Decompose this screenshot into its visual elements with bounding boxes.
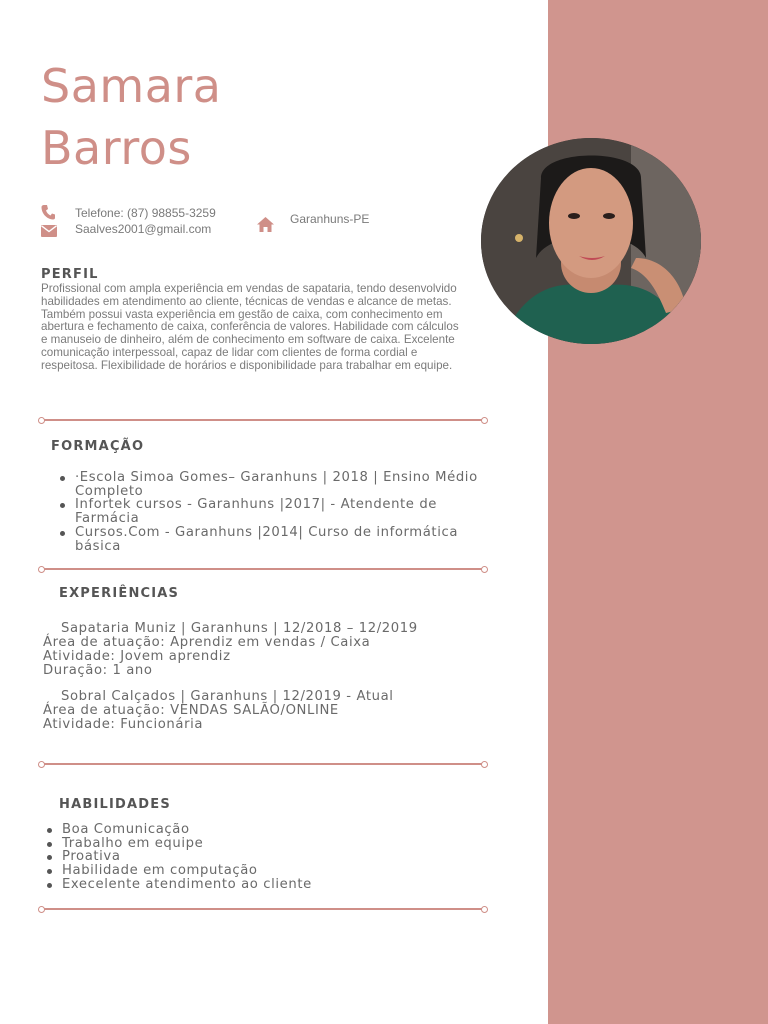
bullet-dot — [60, 503, 65, 508]
experience-line: Área de atuação: Aprendiz em vendas / Caixa — [43, 634, 371, 650]
home-icon — [257, 217, 274, 232]
phone-text: Telefone: (87) 98855-3259 — [75, 206, 216, 220]
skills-title: HABILIDADES — [59, 797, 171, 812]
education-item — [75, 498, 480, 525]
section-divider — [41, 419, 485, 421]
skill-item-text: Habilidade em computação — [62, 863, 258, 879]
phone-icon — [41, 204, 55, 220]
email-icon — [41, 225, 57, 237]
skill-item-text: Proativa — [62, 849, 121, 865]
profile-photo-illustration — [481, 138, 701, 344]
bullet-dot — [47, 883, 52, 888]
candidate-name — [41, 55, 222, 179]
profile-title: PERFIL — [41, 267, 99, 282]
education-item-text: Cursos.Com - Garanhuns |2014| Curso de informática básica — [75, 524, 459, 554]
skill-item-text: Trabalho em equipe — [62, 835, 204, 851]
section-divider — [41, 908, 485, 910]
experience-line: Área de atuação: VENDAS SALÃO/ONLINE — [43, 702, 339, 718]
first-name: Samara — [41, 59, 222, 113]
bullet-dot — [47, 869, 52, 874]
education-item-text: ·Escola Simoa Gomes– Garanhuns | 2018 | Ensino Médio Completo — [75, 470, 478, 499]
experience-title: EXPERIÊNCIAS — [59, 586, 180, 601]
section-divider — [41, 763, 485, 765]
skills-list — [62, 823, 462, 892]
experience-entry — [43, 622, 418, 678]
skill-item — [62, 864, 462, 878]
skill-item — [62, 837, 462, 851]
profile-photo — [481, 138, 701, 344]
education-list — [75, 471, 480, 553]
education-item — [75, 471, 480, 498]
section-divider — [41, 568, 485, 570]
experience-line: Atividade: Jovem aprendiz — [43, 648, 231, 664]
skill-item — [62, 878, 462, 892]
education-title: FORMAÇÃO — [51, 439, 145, 454]
skill-item — [62, 823, 462, 837]
skill-item — [62, 850, 462, 864]
experience-head: Sobral Calçados | Garanhuns | 12/2019 - Atual — [61, 689, 394, 704]
experience-line: Duração: 1 ano — [43, 662, 153, 678]
last-name: Barros — [41, 121, 192, 175]
experience-head: Sapataria Muniz | Garanhuns | 12/2018 – 12/2019 — [61, 621, 418, 636]
bullet-dot — [47, 855, 52, 860]
bullet-dot — [60, 476, 65, 481]
skill-item-text: Boa Comunicação — [62, 822, 190, 837]
education-item — [75, 526, 480, 553]
experience-entry — [43, 690, 394, 732]
bullet-dot — [47, 828, 52, 833]
email-text: Saalves2001@gmail.com — [75, 222, 212, 236]
bullet-dot — [60, 531, 65, 536]
bullet-dot — [47, 842, 52, 847]
location-text: Garanhuns-PE — [290, 212, 370, 226]
skill-item-text: Execelente atendimento ao cliente — [62, 876, 312, 892]
experience-line: Atividade: Funcionária — [43, 716, 204, 732]
profile-description: Profissional com ampla experiência em vendas de sapataria, tendo desenvolvido habilidades em atendimento ao cliente, técnicas de vendas e alcance de metas. Também possui vasta experiência em gestão de caixa, com conhecimento em abertura e fechamento de caixa, conferência de valores. Habilidade com cálculos e manuseio de dinheiro, além de conhecimento em software de caixa. Excelente comunicação interpessoal, capaz de lidar com clientes de forma cordial e respeitosa. Flexibilidade de horários e disponibilidade para trabalhar em equipe. — [41, 282, 459, 372]
education-item-text: Infortek cursos - Garanhuns |2017| - Atendente de Farmácia — [75, 497, 437, 527]
